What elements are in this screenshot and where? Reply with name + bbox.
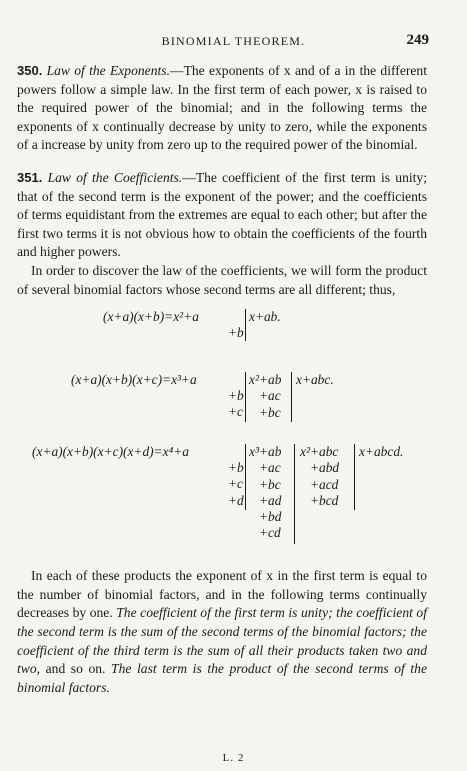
divider <box>354 444 355 510</box>
equation-3-col4: x+abcd. <box>359 444 404 460</box>
section-title: Law of the Exponents. <box>46 63 170 78</box>
equation-1-lhs: (x+a)(x+b)=x²+a <box>103 309 199 325</box>
law-statement: The coefficient of the first term is unity; the coefficient of the second term is the sum of the second terms of the binomial factors; the coefficient of the third term is the sum of all their products taken two and two, <box>17 605 427 677</box>
divider <box>245 444 246 510</box>
running-header <box>0 33 467 49</box>
equation-2-col1: +b +c <box>228 388 244 420</box>
section-number: 350. <box>17 63 43 78</box>
running-title: BINOMIAL THEOREM. <box>161 34 306 48</box>
page-body <box>17 62 427 697</box>
section-350 <box>17 62 427 155</box>
equation-2-col3: x+abc. <box>296 372 334 388</box>
section-text: —The coefficient of the first term is unity; that of the second term is the exponent of the power; and the coefficients of terms equidistant from the extremes are equal to each other; but after the first two terms it is not obvious how to obtain the coefficients of the fourth and higher powers. <box>17 169 427 260</box>
equation-2-col2: x²+ab +ac +bc <box>249 372 282 420</box>
divider <box>245 309 246 341</box>
equation-2-lhs: (x+a)(x+b)(x+c)=x³+a <box>71 372 197 388</box>
equation-3-lhs: (x+a)(x+b)(x+c)(x+d)=x⁴+a <box>32 444 189 460</box>
section-351 <box>17 169 427 262</box>
divider <box>294 444 295 544</box>
equation-1-col2: x+ab. <box>249 309 281 325</box>
law-statement-last: The last term is the product of the second terms of the binomial factors. <box>17 661 427 695</box>
signature-mark: L. 2 <box>222 752 245 764</box>
section-351-continued: In order to discover the law of the coefficients, we will form the product of several binomial factors whose second terms are all different; thus, <box>17 262 427 297</box>
divider <box>245 372 246 422</box>
page-number: 249 <box>406 32 429 48</box>
equation-1-col1: +b <box>228 325 244 341</box>
section-text: —The exponents of x and of a in the different powers follow a simple law. In the first term of each power, x is raised to the required power of the binomial; and in the following terms the exponents of x continually decrease by unity to zero, while the exponents of a increase by unity from zero up to the required power of the binomial. <box>17 63 427 153</box>
equation-3-col2: x³+ab +ac +bc +ad +bd +cd <box>249 444 282 541</box>
divider <box>291 372 292 422</box>
section-title: Law of the Coefficients. <box>47 169 183 185</box>
equation-3-col3: x²+abc +abd +acd +bcd <box>300 444 340 508</box>
equation-3-col1: +b +c +d <box>228 460 244 508</box>
closing-paragraph: In each of these products the exponent of x in the first term is equal to the number of binomial factors, and in the following terms continually decreases by one. The coefficient of the first term is unity; the coefficient of the second term is the sum of the second terms of the binomial factors; the coefficient of the third term is the sum of all their products taken two and two, and so on. The last term is the product of the second terms of the binomial factors. <box>17 568 427 695</box>
section-number: 351. <box>17 169 43 185</box>
